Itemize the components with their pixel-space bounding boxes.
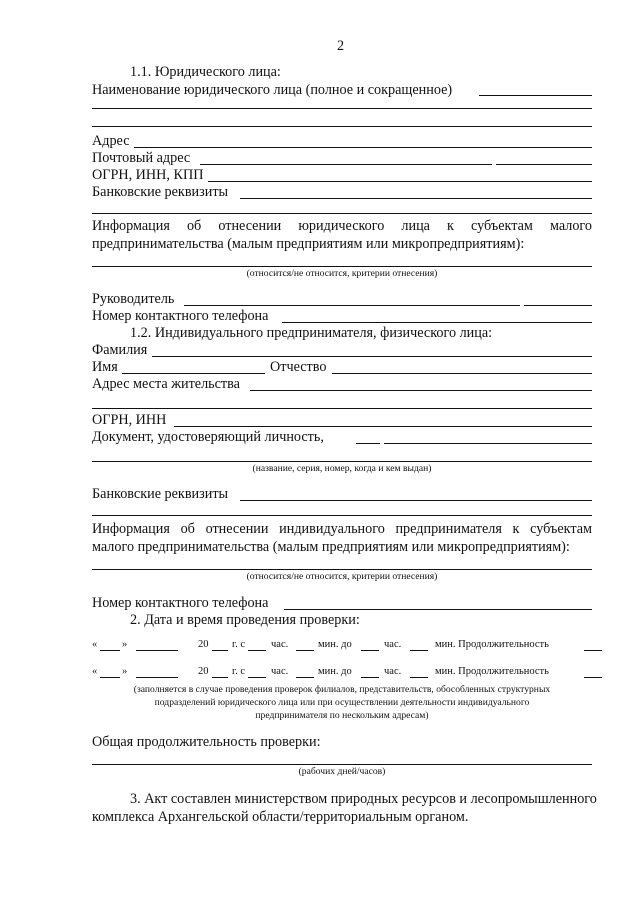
individual-sme-info-line1: Информация об отнесении индивидуального предпринимателя к субъектам <box>92 521 592 537</box>
duration-field[interactable] <box>584 677 602 678</box>
inspection-total-label: Общая продолжительность проверки: <box>92 734 321 750</box>
legal-postal-field[interactable] <box>200 164 492 165</box>
legal-sme-hint: (относится/не относится, критерии отнесения) <box>246 268 438 279</box>
min-to-field[interactable] <box>410 677 428 678</box>
individual-sme-info-line2: малого предпринимательства (малым предприятиям или микропредприятиям): <box>92 539 570 555</box>
individual-ogrn-label: ОГРН, ИНН <box>92 412 167 428</box>
legal-bank-field[interactable] <box>240 198 592 199</box>
individual-ogrn-field[interactable] <box>174 426 592 427</box>
individual-surname-label: Фамилия <box>92 342 148 358</box>
individual-name-label: Имя <box>92 359 118 375</box>
legal-sme-info-line2: предпринимательства (малым предприятиям или микропредприятиям): <box>92 236 525 252</box>
inspection-total-hint: (рабочих дней/часов) <box>298 766 386 777</box>
min-to-label: мин. до <box>318 666 352 677</box>
legal-name-field-line3[interactable] <box>92 126 592 127</box>
month-field[interactable] <box>136 650 178 651</box>
quote-close: » <box>122 666 128 677</box>
individual-sme-field[interactable] <box>92 569 592 570</box>
inspection-time-row-2 <box>0 665 640 681</box>
hour-label: час. <box>271 666 289 677</box>
legal-phone-field[interactable] <box>282 322 592 323</box>
day-field[interactable] <box>100 677 120 678</box>
inspection-note-line1: (заполняется в случае проведения проверок филиалов, представительств, обособленных структурных <box>133 684 551 695</box>
individual-phone-field[interactable] <box>284 609 592 610</box>
hour-to-field[interactable] <box>361 650 379 651</box>
act-line2: комплекса Архангельской области/территориальным органом. <box>92 809 469 825</box>
hour-label-2: час. <box>384 666 402 677</box>
legal-name-label: Наименование юридического лица (полное и сокращенное) <box>92 82 453 98</box>
inspection-note-line2: подразделений юридического лица или при осуществлении деятельности индивидуального <box>154 697 530 708</box>
individual-residence-label: Адрес места жительства <box>92 376 240 392</box>
inspection-heading: 2. Дата и время проведения проверки: <box>130 612 360 628</box>
legal-phone-label: Номер контактного телефона <box>92 308 269 324</box>
individual-residence-field[interactable] <box>250 390 592 391</box>
legal-sme-field[interactable] <box>92 266 592 267</box>
individual-doc-field[interactable] <box>384 443 592 444</box>
hour-from-field[interactable] <box>248 677 266 678</box>
month-field[interactable] <box>136 677 178 678</box>
act-line1: 3. Акт составлен министерством природных ресурсов и лесопромышленного <box>130 791 597 807</box>
min-to-label: мин. до <box>318 639 352 650</box>
inspection-time-row-1 <box>0 638 640 654</box>
individual-sme-hint: (относится/не относится, критерии отнесения) <box>246 571 438 582</box>
quote-open: « <box>92 639 98 650</box>
quote-open: « <box>92 666 98 677</box>
individual-bank-field-line2[interactable] <box>92 515 592 516</box>
page-number: 2 <box>337 38 345 54</box>
legal-postal-label: Почтовый адрес <box>92 150 191 166</box>
year-prefix: 20 <box>198 639 209 650</box>
individual-doc-hint: (название, серия, номер, когда и кем выдан) <box>252 463 432 474</box>
legal-address-field[interactable] <box>134 147 592 148</box>
duration-label: мин. Продолжительность <box>435 639 549 650</box>
individual-patronymic-label: Отчество <box>270 359 327 375</box>
min-from-field[interactable] <box>296 650 314 651</box>
legal-ogrn-label: ОГРН, ИНН, КПП <box>92 167 204 183</box>
individual-bank-field[interactable] <box>240 500 592 501</box>
day-field[interactable] <box>100 650 120 651</box>
hour-label-2: час. <box>384 639 402 650</box>
individual-doc-field-short[interactable] <box>356 443 380 444</box>
quote-close: » <box>122 639 128 650</box>
min-from-field[interactable] <box>296 677 314 678</box>
year-field[interactable] <box>212 677 228 678</box>
individual-patronymic-field[interactable] <box>332 373 592 374</box>
duration-label: мин. Продолжительность <box>435 666 549 677</box>
individual-name-field[interactable] <box>122 373 265 374</box>
legal-postal-field-extra[interactable] <box>496 164 592 165</box>
individual-bank-label: Банковские реквизиты <box>92 486 229 502</box>
legal-address-label: Адрес <box>92 133 130 149</box>
legal-name-field[interactable] <box>479 95 592 96</box>
year-prefix: 20 <box>198 666 209 677</box>
inspection-total-field[interactable] <box>92 764 592 765</box>
individual-phone-label: Номер контактного телефона <box>92 595 269 611</box>
individual-doc-field-line2[interactable] <box>92 461 592 462</box>
individual-doc-label: Документ, удостоверяющий личность, <box>92 429 324 445</box>
hour-from-field[interactable] <box>248 650 266 651</box>
min-to-field[interactable] <box>410 650 428 651</box>
hour-to-field[interactable] <box>361 677 379 678</box>
individual-surname-field[interactable] <box>152 356 592 357</box>
inspection-note-line3: предпринимателя по нескольким адресам) <box>255 710 429 721</box>
legal-ogrn-field[interactable] <box>208 181 592 182</box>
hour-label: час. <box>271 639 289 650</box>
legal-entity-heading: 1.1. Юридического лица: <box>130 64 281 80</box>
legal-bank-field-line2[interactable] <box>92 213 592 214</box>
legal-head-field[interactable] <box>184 305 520 306</box>
individual-residence-field-line2[interactable] <box>92 408 592 409</box>
from-label: г. с <box>232 639 246 650</box>
year-field[interactable] <box>212 650 228 651</box>
legal-sme-info-line1: Информация об отнесении юридического лица к субъектам малого <box>92 218 592 234</box>
legal-name-field-line2[interactable] <box>92 108 592 109</box>
duration-field[interactable] <box>584 650 602 651</box>
from-label: г. с <box>232 666 246 677</box>
legal-head-label: Руководитель <box>92 291 175 307</box>
legal-bank-label: Банковские реквизиты <box>92 184 229 200</box>
legal-head-field-extra[interactable] <box>524 305 592 306</box>
individual-heading: 1.2. Индивидуального предпринимателя, физического лица: <box>130 325 493 341</box>
